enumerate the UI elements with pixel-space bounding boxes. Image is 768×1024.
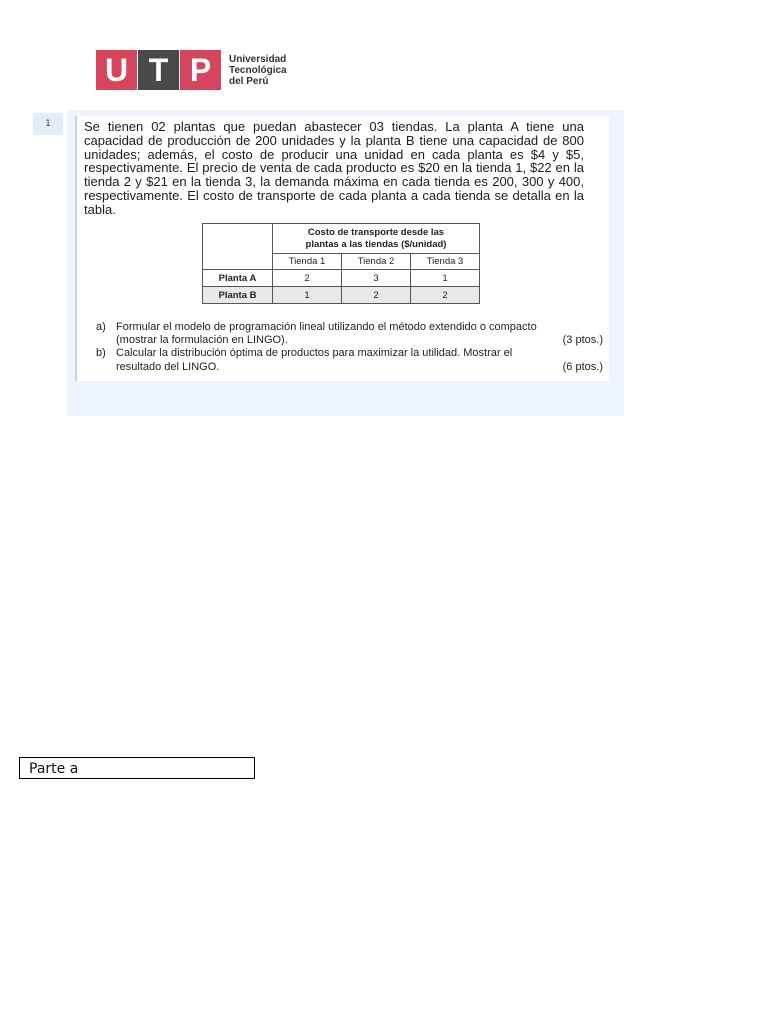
row-label-planta-b: Planta B [203, 287, 273, 304]
item-b-line-2: resultado del LINGO. [116, 360, 220, 373]
row-label-planta-a: Planta A [203, 270, 273, 287]
column-header-tienda-2: Tienda 2 [342, 254, 411, 270]
column-header-tienda-3: Tienda 3 [411, 254, 480, 270]
item-label: a) [96, 321, 106, 333]
question-paragraph: Se tienen 02 plantas que puedan abastecer 03 tiendas. La planta A tiene una capacidad de producción de 200 unidades y la planta B tiene una capacidad de 800 unidades; además, el costo de producir una unidad en cada planta es $4 y $5, respectivamente. El precio de venta de cada producto es $20 en la tienda 1, $22 en la tienda 2 y $21 en la tienda 3, la demanda máxima en cada tienda es 200, 300 y 400, respectivamente. El costo de transporte de cada planta a cada tienda se detalla en la tabla. [84, 119, 584, 217]
question-items [96, 321, 603, 374]
logo-letter-u: U [96, 50, 137, 90]
item-a-line-2: (mostrar la formulación en LINGO). [116, 334, 288, 347]
item-label: b) [96, 347, 106, 360]
logo-letter-t: T [138, 50, 179, 90]
question-number: 1 [33, 113, 63, 135]
item-b-line-1: Calcular la distribución óptima de productos para maximizar la utilidad. Mostrar el [116, 347, 513, 360]
cell-b-tienda-1: 1 [273, 287, 342, 304]
item-a-points: (3 ptos.) [562, 334, 603, 347]
table-header-line-2: plantas a las tiendas ($/unidad) [305, 238, 447, 250]
table-header [273, 224, 480, 254]
university-line-2: Tecnológica [229, 64, 287, 76]
cell-a-tienda-2: 3 [342, 270, 411, 287]
item-a-line-1: Formular el modelo de programación lineal utilizando el método extendido o compacto [116, 321, 537, 333]
university-name [229, 54, 287, 87]
table-corner-cell [203, 224, 273, 270]
transport-cost-table [202, 223, 480, 304]
cell-a-tienda-3: 1 [411, 270, 480, 287]
university-line-1: Universidad [229, 53, 287, 65]
table-row [203, 287, 480, 304]
question-item-b [96, 347, 603, 373]
logo-letter-p: P [180, 50, 221, 90]
table-header-line-1: Costo de transporte desde las [307, 226, 445, 238]
question-content [75, 116, 609, 381]
column-header-tienda-1: Tienda 1 [273, 254, 342, 270]
item-b-points: (6 ptos.) [562, 360, 603, 373]
university-line-3: del Perú [229, 75, 269, 87]
cell-b-tienda-2: 2 [342, 287, 411, 304]
question-item-a [96, 321, 603, 347]
table-row [203, 270, 480, 287]
cell-b-tienda-3: 2 [411, 287, 480, 304]
answer-field[interactable]: Parte a [19, 757, 255, 779]
cell-a-tienda-1: 2 [273, 270, 342, 287]
utp-logo [96, 50, 287, 90]
